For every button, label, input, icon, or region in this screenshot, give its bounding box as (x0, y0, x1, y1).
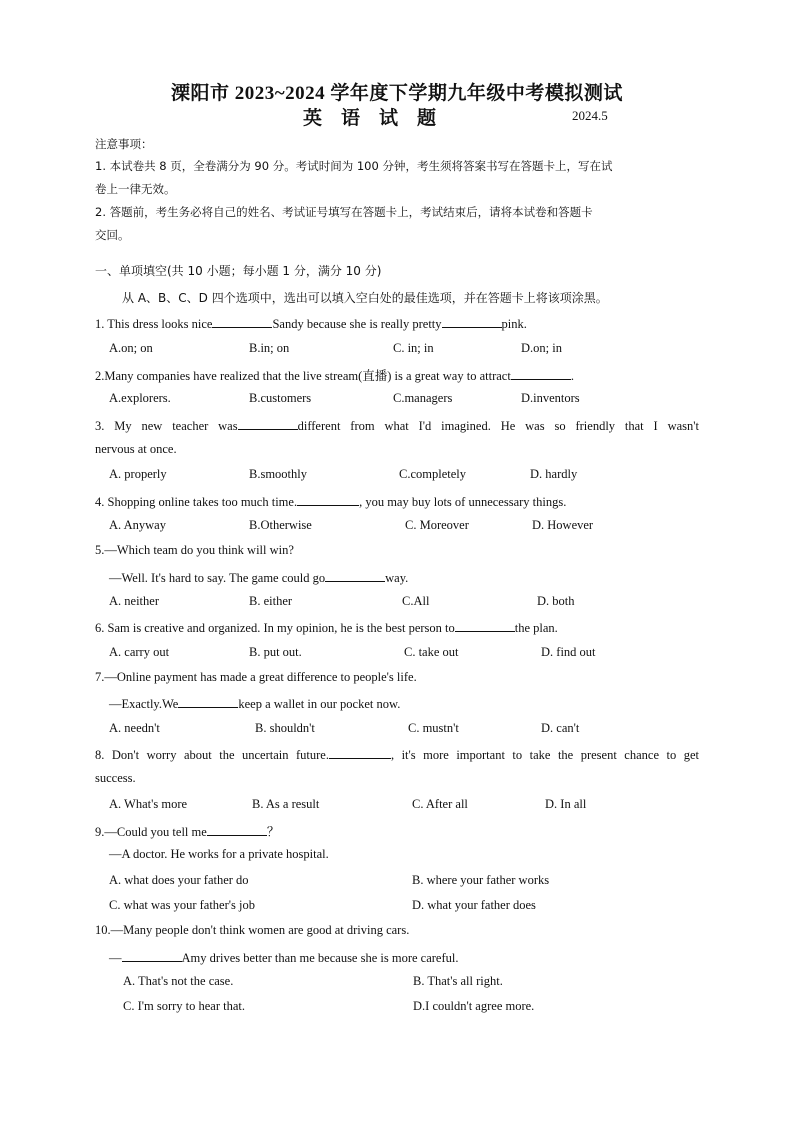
option-c: C.managers (393, 391, 453, 405)
question-3: 3. My new teacher was different from what I'd imagined. He was so friendly that I wasn't (95, 419, 699, 433)
question-5: 5.—Which team do you think will win? (95, 543, 294, 557)
question-3-continued: nervous at once. (95, 442, 177, 456)
question-5-reply: —Well. It's hard to say. The game could go way. (109, 571, 409, 585)
question-7: 7.—Online payment has made a great difference to people's life. (95, 670, 417, 684)
question-1: 1. This dress looks nice Sandy because she is really pretty pink. (95, 317, 527, 331)
notes-heading: 注意事项： (95, 137, 153, 151)
exam-subtitle (303, 103, 455, 130)
question-10: 10.—Many people don't think women are good at driving cars. (95, 923, 410, 937)
option-a: A.explorers. (109, 391, 171, 405)
question-8-continued: success. (95, 771, 136, 785)
option-c: C.All (402, 594, 430, 608)
note-line: 交回。 (95, 228, 130, 242)
section-heading: 一、单项填空(共 10 小题；每小题 1 分，满分 10 分) (95, 264, 382, 278)
option-c: C. what was your father's job (109, 898, 255, 912)
subtitle-char: 题 (417, 108, 437, 129)
option-d: D.on; in (521, 341, 562, 355)
subtitle-char: 英 (303, 108, 323, 129)
option-d: D. both (537, 594, 575, 608)
option-a: A. What's more (109, 797, 188, 811)
answer-blank (511, 367, 571, 380)
note-line: 1. 本试卷共 8 页，全卷满分为 90 分。考试时间为 100 分钟，考生须将答案书写在答题卡上，写在试 (95, 159, 613, 173)
question-6: 6. Sam is creative and organized. In my opinion, he is the best person to the plan. (95, 621, 558, 635)
question-9: 9.—Could you tell me ？ (95, 825, 280, 839)
option-c: C. in; in (393, 341, 434, 355)
question-8: 8. Don't worry about the uncertain future. , it's more important to take the present chance to get (95, 748, 699, 762)
section-instruction: 从 A、B、C、D 四个选项中，选出可以填入空白处的最佳选项，并在答题卡上将该项涂黑。 (122, 291, 608, 305)
answer-blank (297, 493, 359, 506)
option-d: D. what your father does (412, 898, 536, 912)
option-d: D. can't (541, 721, 580, 735)
answer-blank (455, 619, 515, 632)
answer-blank (122, 949, 182, 962)
note-line: 2. 答题前，考生务必将自己的姓名、考试证号填写在答题卡上，考试结束后，请将本试卷和答题卡 (95, 205, 593, 219)
option-d: D. In all (545, 797, 587, 811)
option-a: A. neither (109, 594, 159, 608)
option-c: C. I'm sorry to hear that. (123, 999, 246, 1013)
question-10-reply: — Amy drives better than me because she is more careful. (109, 951, 459, 965)
option-a: A. carry out (109, 645, 170, 659)
option-d: D.I couldn't agree more. (413, 999, 535, 1013)
option-d: D. hardly (530, 467, 578, 481)
option-b: B. shouldn't (255, 721, 315, 735)
question-4: 4. Shopping online takes too much time. , you may buy lots of unnecessary things. (95, 495, 567, 509)
question-7-reply: —Exactly.We keep a wallet in our pocket now. (109, 697, 401, 711)
option-a: A. needn't (109, 721, 160, 735)
option-c: C. After all (412, 797, 468, 811)
option-a: A. Anyway (109, 518, 166, 532)
exam-title: 溧阳市 2023~2024 学年度下学期九年级中考模拟测试 (171, 83, 623, 104)
option-c: C. Moreover (405, 518, 469, 532)
option-b: B. As a result (252, 797, 320, 811)
option-b: B. where your father works (412, 873, 550, 887)
option-c: C. mustn't (408, 721, 459, 735)
option-c: C. take out (404, 645, 459, 659)
option-d: D.inventors (521, 391, 580, 405)
question-9-reply: —A doctor. He works for a private hospital. (109, 847, 329, 861)
exam-date: 2024.5 (572, 108, 608, 123)
answer-blank (238, 417, 298, 430)
option-b: B. That's all right. (413, 974, 503, 988)
answer-blank (325, 569, 385, 582)
option-b: B. put out. (249, 645, 302, 659)
answer-blank (442, 315, 502, 328)
answer-blank (329, 746, 391, 759)
option-a: A. That's not the case. (123, 974, 234, 988)
option-b: B. either (249, 594, 293, 608)
note-line: 卷上一律无效。 (95, 182, 176, 196)
option-b: B.customers (249, 391, 312, 405)
option-c: C.completely (399, 467, 466, 481)
option-d: D. find out (541, 645, 596, 659)
option-b: B.Otherwise (249, 518, 312, 532)
option-b: B.in; on (249, 341, 290, 355)
option-a: A. properly (109, 467, 167, 481)
option-a: A. what does your father do (109, 873, 249, 887)
answer-blank (207, 823, 267, 836)
option-d: D. However (532, 518, 594, 532)
question-2: 2.Many companies have realized that the live stream(直播) is a great way to attract . (95, 369, 574, 383)
option-b: B.smoothly (249, 467, 307, 481)
subtitle-char: 语 (341, 108, 361, 129)
answer-blank (212, 315, 272, 328)
option-a: A.on; on (109, 341, 153, 355)
subtitle-char: 试 (379, 108, 399, 129)
answer-blank (178, 695, 238, 708)
